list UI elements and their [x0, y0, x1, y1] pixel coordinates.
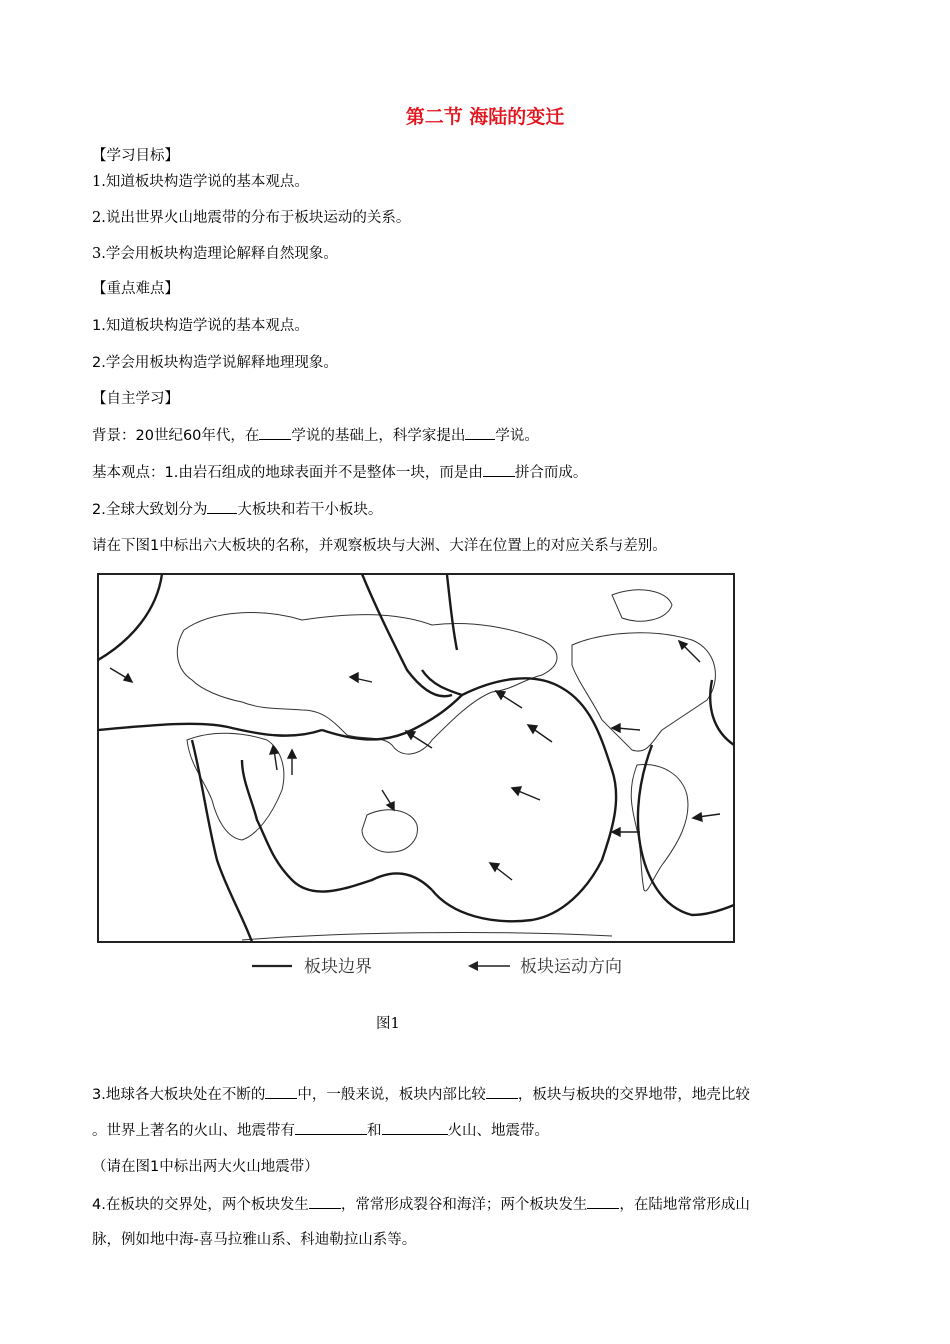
point4-text-b: ，常常形成裂谷和海洋；两个板块发生 — [340, 1197, 588, 1213]
point3-line2 — [92, 1120, 549, 1141]
page-title: 第二节 海陆的变迁 — [405, 106, 565, 128]
point3-note: （请在图1中标出两大火山地震带） — [92, 1159, 319, 1175]
background-text-a: 背景：20世纪60年代，在 — [92, 428, 260, 444]
map-legend — [252, 957, 622, 977]
background-line — [92, 425, 539, 446]
point3-text-c: ，板块与板块的交界地带，地壳比较 — [517, 1087, 750, 1103]
point4-text-c: ，在陆地常常形成山 — [619, 1197, 750, 1213]
point4-line1 — [92, 1194, 750, 1215]
legend-direction-label: 板块运动方向 — [520, 957, 622, 977]
point3-text-f: 火山、地震带。 — [447, 1123, 549, 1139]
basic-view-line — [92, 462, 587, 483]
instruction-line: 请在下图1中标出六大板块的名称，并观察板块与大洲、大洋在位置上的对应关系与差别。 — [92, 538, 667, 554]
point4-text-a: 4.在板块的交界处，两个板块发生 — [92, 1197, 309, 1213]
blank-field[interactable] — [483, 462, 515, 477]
blank-field[interactable] — [309, 1194, 341, 1209]
point4-line2: 脉，例如地中海-喜马拉雅山系、科迪勒拉山系等。 — [92, 1232, 417, 1248]
blank-field[interactable] — [295, 1120, 367, 1135]
keypoint-item: 2.学会用板块构造学说解释地理现象。 — [92, 355, 338, 371]
blank-field[interactable] — [207, 499, 237, 514]
basic-view-text-a: 基本观点：1.由岩石组成的地球表面并不是整体一块，而是由 — [92, 465, 483, 481]
blank-field[interactable] — [465, 425, 495, 440]
objective-item: 3.学会用板块构造理论解释自然现象。 — [92, 246, 338, 262]
plate-map — [92, 570, 746, 980]
blank-field[interactable] — [259, 425, 291, 440]
blank-field[interactable] — [587, 1194, 619, 1209]
map-frame — [98, 574, 734, 942]
figure-caption: 图1 — [376, 1016, 400, 1032]
blank-field[interactable] — [265, 1084, 297, 1099]
blank-field[interactable] — [382, 1120, 448, 1135]
point3-text-a: 3.地球各大板块处在不断的 — [92, 1087, 266, 1103]
keypoints-heading: 【重点难点】 — [92, 281, 179, 297]
keypoint-item: 1.知道板块构造学说的基本观点。 — [92, 318, 309, 334]
point2-text-b: 大板块和若干小板块。 — [237, 502, 383, 518]
point3-text-b: 中，一般来说，板块内部比较 — [297, 1087, 486, 1103]
plate-map-svg — [92, 570, 746, 980]
point2-text-a: 2.全球大致划分为 — [92, 502, 208, 518]
selfstudy-heading: 【自主学习】 — [92, 391, 179, 407]
objective-item: 2.说出世界火山地震带的分布于板块运动的关系。 — [92, 210, 411, 226]
objectives-heading: 【学习目标】 — [92, 148, 179, 164]
point3-line1 — [92, 1084, 750, 1105]
blank-field[interactable] — [486, 1084, 518, 1099]
background-text-c: 学说。 — [495, 428, 539, 444]
point3-text-d: 。世界上著名的火山、地震带有 — [92, 1123, 295, 1139]
point3-text-e: 和 — [367, 1123, 382, 1139]
legend-boundary-label: 板块边界 — [304, 957, 372, 977]
objective-item: 1.知道板块构造学说的基本观点。 — [92, 174, 309, 190]
legend-arrow-icon — [468, 961, 510, 971]
point2-line — [92, 499, 382, 520]
background-text-b: 学说的基础上，科学家提出 — [291, 428, 466, 444]
basic-view-text-b: 拼合而成。 — [514, 465, 588, 481]
